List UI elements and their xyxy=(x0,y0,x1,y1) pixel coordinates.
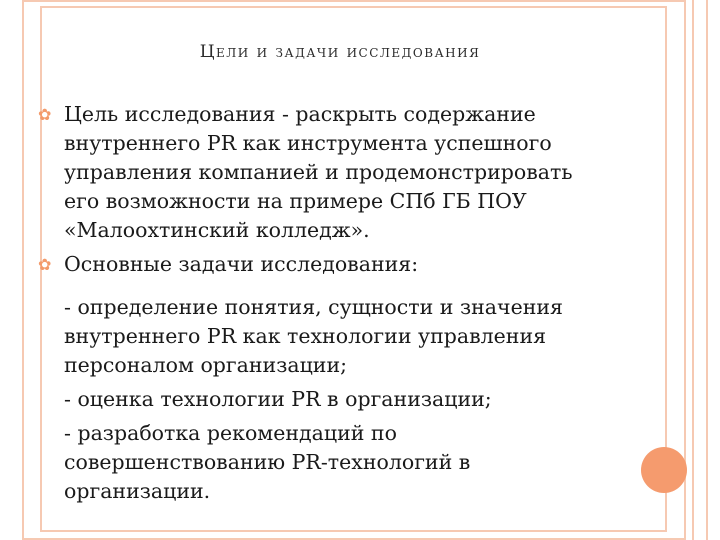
gear-icon: ✿ xyxy=(38,255,52,274)
task-line: - разработка рекомендаций по xyxy=(64,421,397,445)
gear-icon: ✿ xyxy=(38,105,52,124)
goal-line xyxy=(38,100,664,129)
goal-line: управления компанией и продемонстрировать xyxy=(64,160,573,184)
task-line: - определение понятия, сущности и значения xyxy=(64,295,563,319)
task-line: совершенствованию PR-технологий в xyxy=(64,450,471,474)
decorative-circle xyxy=(641,447,687,493)
task-line: организации. xyxy=(64,479,211,503)
goal-line: «Малоохтинский колледж». xyxy=(64,218,370,242)
tasks-heading-line xyxy=(38,250,664,279)
tasks-heading-text: Основные задачи исследования: xyxy=(64,252,419,276)
goal-line: внутреннего PR как инструмента успешного xyxy=(64,131,552,155)
decorative-rule xyxy=(706,0,708,540)
task-line: персоналом организации; xyxy=(64,353,348,377)
tasks-list xyxy=(64,293,664,506)
tasks-heading xyxy=(38,250,664,279)
goal-line-text: Цель исследования - раскрыть содержание xyxy=(64,102,536,126)
decorative-rule xyxy=(692,0,694,540)
task-line: внутреннего PR как технологии управления xyxy=(64,324,547,348)
task-line: - оценка технологии PR в организации; xyxy=(64,387,492,411)
goal-line: его возможности на примере СПб ГБ ПОУ xyxy=(64,189,527,213)
slide-title: Цели и задачи исследования xyxy=(199,42,481,62)
goal-paragraph xyxy=(38,100,664,245)
